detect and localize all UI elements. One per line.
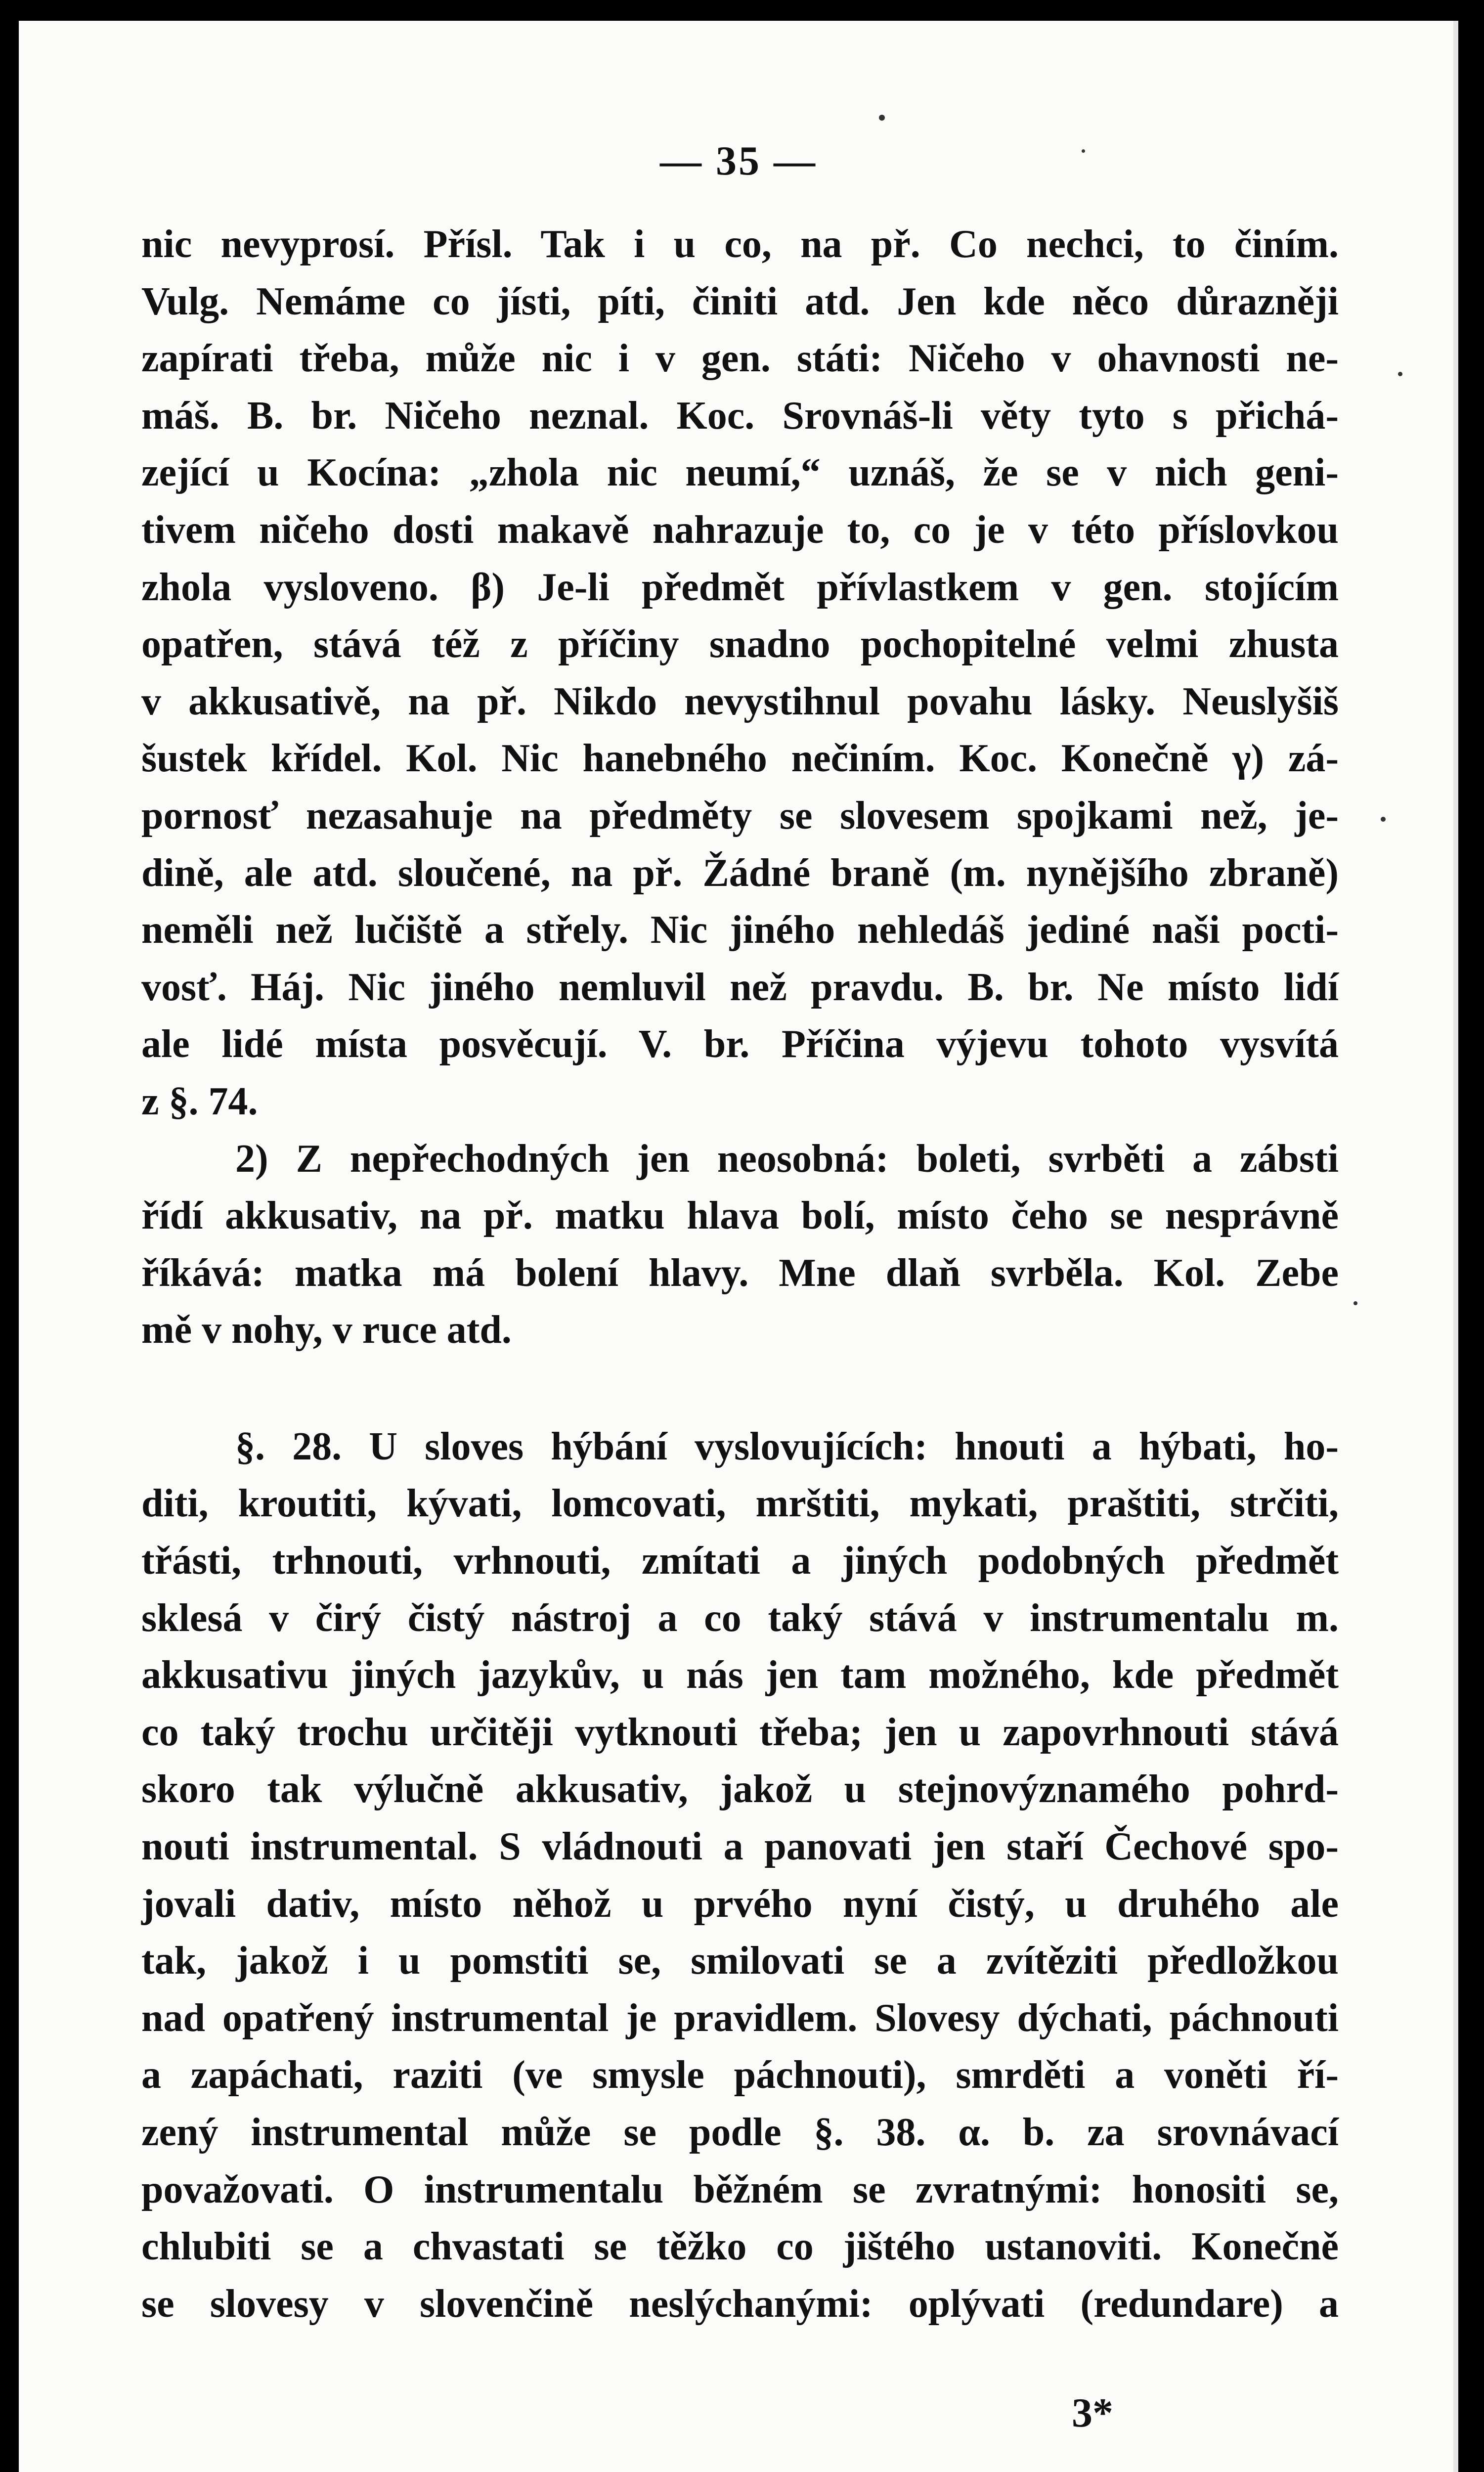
text-line: sklesá v čirý čistý nástroj a co taký stává v instrumentalu m. bbox=[141, 1596, 1339, 1640]
print-speck bbox=[1082, 149, 1085, 153]
signature-mark: 3* bbox=[1072, 2390, 1113, 2436]
text-line: mě v nohy, v ruce atd. bbox=[141, 1308, 512, 1352]
text-line: se slovesy v slovenčině neslýchanými: oplývati (redundare) a bbox=[141, 2282, 1339, 2326]
text-line: tivem ničeho dosti makavě nahrazuje to, co je v této příslovkou bbox=[141, 508, 1339, 552]
page-edge bbox=[1453, 21, 1458, 2472]
text-line: opatřen, stává též z příčiny snadno pochopitelné velmi zhusta bbox=[141, 622, 1339, 666]
text-line: považovati. O instrumentalu běžném se zvratnými: honositi se, bbox=[141, 2167, 1339, 2211]
text-line: jovali dativ, místo něhož u prvého nyní čistý, u druhého ale bbox=[141, 1882, 1339, 1926]
text-line: z §. 74. bbox=[141, 1079, 258, 1123]
text-line: diti, kroutiti, kývati, lomcovati, mrštiti, mykati, praštiti, strčiti, bbox=[141, 1482, 1339, 1526]
text-line: zapírati třeba, může nic i v gen. státi: Ničeho v ohavnosti ne- bbox=[141, 337, 1339, 381]
text-line: pornosť nezasahuje na předměty se slovesem spojkami než, je- bbox=[141, 794, 1339, 838]
print-speck bbox=[1398, 372, 1402, 376]
text-line: nic nevyprosí. Přísl. Tak i u co, na př. Co nechci, to činím. bbox=[141, 222, 1339, 266]
text-line: dině, ale atd. sloučené, na př. Žádné braně (m. nynějšího zbraně) bbox=[141, 851, 1339, 895]
text-line: chlubiti se a chvastati se těžko co jištého ustanoviti. Konečně bbox=[141, 2225, 1339, 2269]
text-line: třásti, trhnouti, vrhnouti, zmítati a jiných podobných předmět bbox=[141, 1539, 1339, 1583]
text-line: nouti instrumental. S vládnouti a panovati jen staří Čechové spo- bbox=[141, 1825, 1339, 1869]
text-line: zený instrumental může se podle §. 38. α. b. za srovnávací bbox=[141, 2111, 1339, 2154]
book-page bbox=[19, 21, 1458, 2472]
text-line: a zapáchati, raziti (ve smysle páchnouti), smrděti a voněti ří- bbox=[141, 2053, 1339, 2097]
page-number: — 35 — bbox=[660, 138, 817, 184]
section-gap bbox=[141, 1359, 1339, 1418]
text-line: tak, jakož i u pomstiti se, smilovati se a zvítěziti předložkou bbox=[141, 1939, 1339, 1983]
text-line: nad opatřený instrumental je pravidlem. Slovesy dýchati, páchnouti bbox=[141, 1996, 1339, 2040]
print-speck bbox=[879, 115, 885, 121]
text-line: akkusativu jiných jazykův, u nás jen tam možného, kde předmět bbox=[141, 1653, 1339, 1697]
text-line: ale lidé místa posvěcují. V. br. Příčina výjevu tohoto vysvítá bbox=[141, 1022, 1339, 1066]
paragraph-start: 2) Z nepřechodných jen neosobná: boleti, svrběti a zábsti bbox=[235, 1137, 1339, 1181]
text-line: řídí akkusativ, na př. matku hlava bolí, místo čeho se nesprávně bbox=[141, 1194, 1339, 1238]
print-speck bbox=[1353, 1301, 1357, 1305]
text-line: vosť. Háj. Nic jiného nemluvil než pravdu. B. br. Ne místo lidí bbox=[141, 965, 1339, 1009]
text-line: zhola vysloveno. β) Je-li předmět přívlastkem v gen. stojícím bbox=[141, 565, 1339, 609]
text-line: máš. B. br. Ničeho neznal. Koc. Srovnáš-li věty tyto s přichá- bbox=[141, 394, 1339, 438]
text-line: šustek křídel. Kol. Nic hanebného nečiním. Koc. Konečně γ) zá- bbox=[141, 737, 1339, 781]
text-line: co taký trochu určitěji vytknouti třeba; jen u zapovrhnouti stává bbox=[141, 1710, 1339, 1754]
text-line: skoro tak výlučně akkusativ, jakož u stejnovýznamého pohrd- bbox=[141, 1767, 1339, 1811]
text-line: zející u Kocína: „zhola nic neumí,“ uznáš, že se v nich geni- bbox=[141, 451, 1339, 495]
print-speck bbox=[1381, 817, 1386, 822]
section-heading-line: §. 28. U sloves hýbání vyslovujících: hnouti a hýbati, ho- bbox=[235, 1424, 1339, 1468]
text-line: neměli než lučiště a střely. Nic jiného nehledáš jediné naši pocti- bbox=[141, 908, 1339, 952]
text-line: říkává: matka má bolení hlavy. Mne dlaň svrběla. Kol. Zebe bbox=[141, 1251, 1339, 1295]
body-text bbox=[141, 216, 1339, 2333]
text-line: Vulg. Nemáme co jísti, píti, činiti atd. Jen kde něco důrazněji bbox=[141, 279, 1339, 323]
text-line: v akkusativě, na př. Nikdo nevystihnul povahu lásky. Neuslyšiš bbox=[141, 679, 1339, 723]
